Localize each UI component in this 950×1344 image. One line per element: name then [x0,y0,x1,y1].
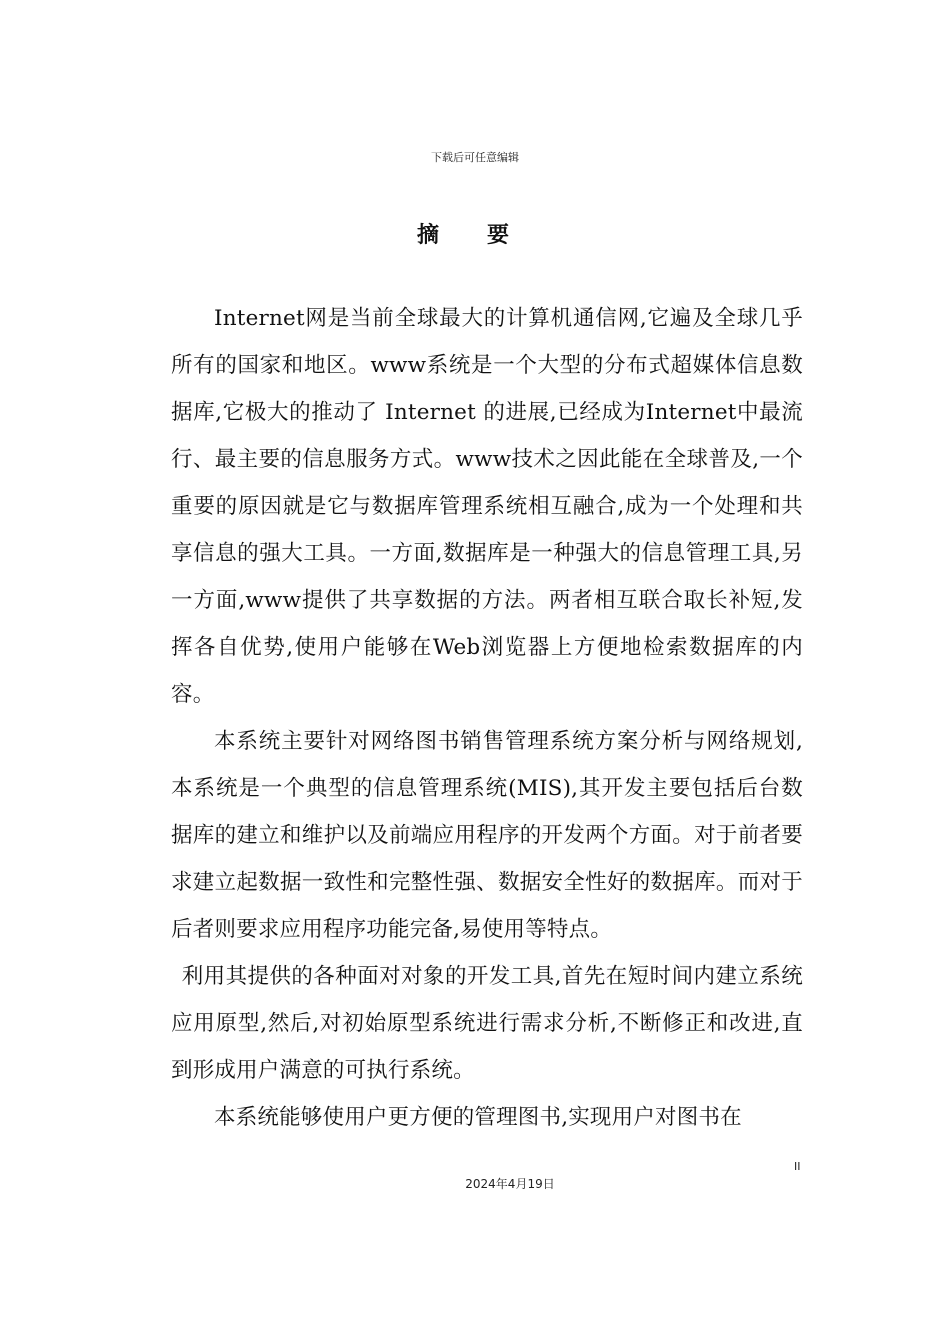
abstract-body [171,295,803,1141]
paragraph-development-method: 利用其提供的各种面对对象的开发工具,首先在短时间内建立系统应用原型,然后,对初始原型系统进行需求分析,不断修正和改进,直到形成用户满意的可执行系统。 [171,964,803,1083]
footer-date: 2024年4月19日 [465,1177,555,1191]
paragraph-system-benefit: 本系统能够使用户更方便的管理图书,实现用户对图书在 [214,1105,742,1130]
paragraph-intro: Internet网是当前全球最大的计算机通信网,它遍及全球几乎所有的国家和地区。www系统是一个大型的分布式超媒体信息数据库,它极大的推动了 Internet 的进展,已经成为Internet中最流行、最主要的信息服务方式。www技术之因此能在全球普及,一个重要的原因就是它与数据库管理系统相互融合,成为一个处理和共享信息的强大工具。一方面,数据库是一种强大的信息管理工具,另一方面,www提供了共享数据的方法。两者相互联合取长补短,发挥各自优势,使用户能够在Web浏览器上方便地检索数据库的内容。 [171,306,803,707]
header-note: 下载后可任意编辑 [431,151,519,164]
page-number: II [794,1160,801,1173]
page-title: 摘要 [416,223,557,248]
paragraph-system-overview: 本系统主要针对网络图书销售管理系统方案分析与网络规划,本系统是一个典型的信息管理系统(MIS),其开发主要包括后台数据库的建立和维护以及前端应用程序的开发两个方面。对于前者要求建立起数据一致性和完整性强、数据安全性好的数据库。而对于后者则要求应用程序功能完备,易使用等特点。 [171,729,803,942]
